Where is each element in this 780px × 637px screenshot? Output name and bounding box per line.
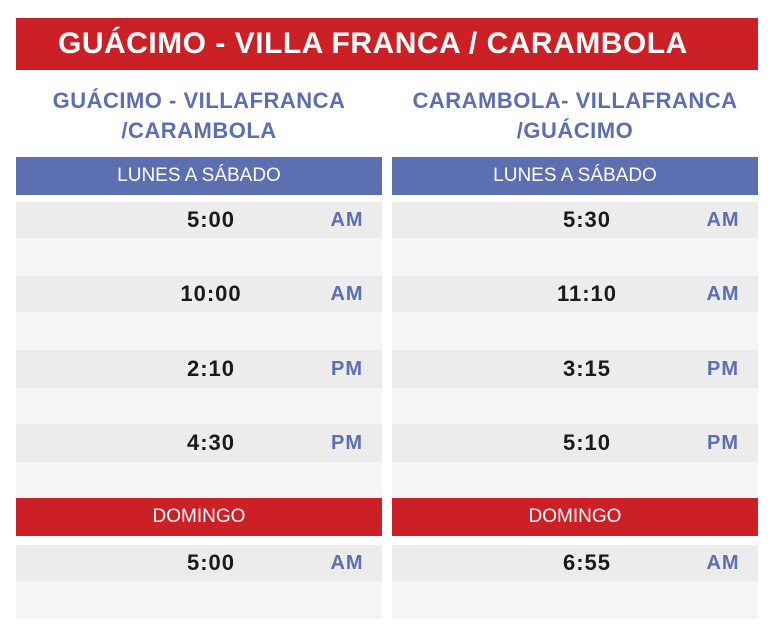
departure-time: 6:55 — [562, 550, 612, 575]
schedule-row — [392, 350, 758, 388]
schedule-row — [392, 202, 758, 238]
departure-time: 5:30 — [562, 207, 612, 232]
sunday-header: DOMINGO — [16, 498, 382, 536]
spacer-row — [392, 312, 758, 350]
schedule-row — [392, 545, 758, 581]
route-line-2: /GUÁCIMO — [516, 118, 634, 143]
period-label: AM — [330, 283, 364, 305]
period-label: AM — [330, 552, 364, 574]
spacer-row — [16, 312, 382, 350]
title-banner — [16, 18, 758, 70]
schedule-row — [16, 350, 382, 388]
schedule-row — [16, 276, 382, 312]
schedule-row — [392, 276, 758, 312]
sunday-header: DOMINGO — [392, 498, 758, 536]
spacer-row — [16, 238, 382, 276]
period-label: AM — [706, 209, 740, 231]
weekday-header: LUNES A SÁBADO — [16, 157, 382, 195]
weekday-header: LUNES A SÁBADO — [392, 157, 758, 195]
spacer-row — [392, 581, 758, 619]
period-label: PM — [707, 358, 739, 380]
schedule-row — [16, 202, 382, 238]
departure-time: 5:00 — [186, 207, 236, 232]
period-label: AM — [706, 552, 740, 574]
schedule-row — [16, 545, 382, 581]
route-line-1: CARAMBOLA- VILLAFRANCA — [412, 88, 738, 113]
route-line-1: GUÁCIMO - VILLAFRANCA — [52, 88, 346, 113]
period-label: PM — [331, 432, 363, 454]
period-label: PM — [331, 358, 363, 380]
page-title: GUÁCIMO - VILLA FRANCA / CARAMBOLA — [58, 27, 688, 60]
departure-time: 4:30 — [186, 430, 236, 455]
spacer-row — [16, 581, 382, 619]
departure-time: 3:15 — [562, 356, 612, 381]
spacer-row — [392, 462, 758, 498]
departure-time: 11:10 — [556, 281, 618, 306]
spacer-row — [392, 238, 758, 276]
departure-time: 10:00 — [180, 281, 242, 306]
schedule-row — [16, 424, 382, 462]
schedule-row — [392, 424, 758, 462]
spacer-row — [16, 462, 382, 498]
departure-time: 5:00 — [186, 550, 236, 575]
period-label: PM — [707, 432, 739, 454]
spacer-row — [16, 388, 382, 424]
period-label: AM — [706, 283, 740, 305]
departure-time: 5:10 — [562, 430, 612, 455]
period-label: AM — [330, 209, 364, 231]
route-heading-right — [392, 86, 758, 146]
spacer-row — [392, 388, 758, 424]
route-line-2: /CARAMBOLA — [121, 118, 277, 143]
route-heading-left — [16, 86, 382, 146]
departure-time: 2:10 — [186, 356, 236, 381]
